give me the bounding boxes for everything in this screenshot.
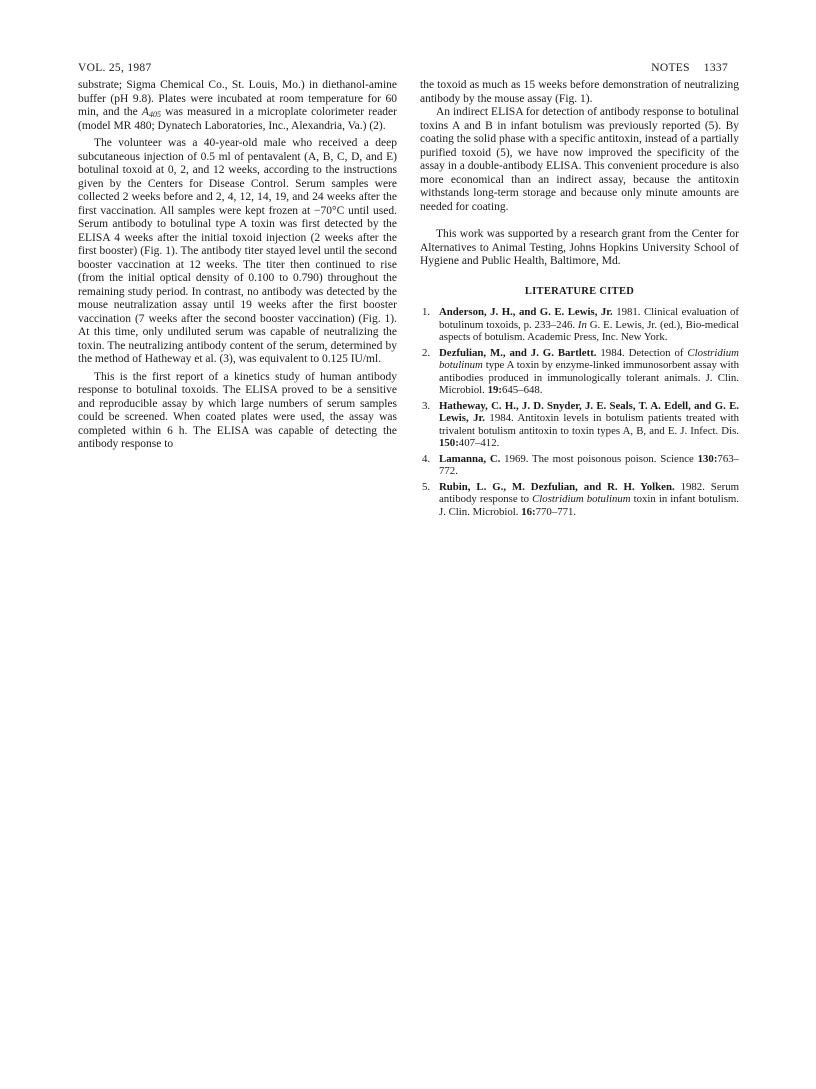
text-run: 1981. Clinical evaluation of botulinum toxoids, p. 233–246. [439, 306, 739, 331]
running-header-volume: VOL. 25, 1987 [78, 62, 152, 74]
text-run: toxin in infant botulism. J. Clin. Microbiol. [439, 493, 739, 518]
reference-number: 3. [422, 399, 431, 412]
text-run: 1984. Antitoxin levels in botulism patients treated with trivalent botulism antitoxin to toxin types A, B, and E. J. Infect. Dis. [439, 412, 739, 437]
paragraph-methods-end [78, 79, 397, 133]
paragraph-indirect-elisa: An indirect ELISA for detection of antibody response to botulinal toxins A and B in infant botulism was previously reported (5). By coating the solid phase with a specific antitoxin, instead of a partially purified toxoid (5), we have now improved the specificity of the assay in a double-antibody ELISA. This convenient procedure is also more economical than an indirect assay, because the antitoxin withstands long-term storage and because only minute amounts are needed for coating. [420, 106, 739, 213]
paragraph-discussion: This is the first report of a kinetics study of human antibody response to botulinal toxoids. The ELISA proved to be a sensitive and reproducible assay by which large numbers of serum samples could be screened. When coated plates were used, the assay was completed within 6 h. The ELISA was capable of detecting the antibody response to [78, 370, 397, 450]
reference-volume: 16: [521, 505, 536, 518]
text-run: 770–771. [535, 505, 577, 518]
reference-item [420, 400, 739, 450]
reference-number: 1. [422, 306, 431, 318]
text-run: A [141, 106, 149, 118]
reference-volume: 19: [487, 384, 502, 396]
reference-authors: Dezfulian, M., and J. G. Bartlett. [439, 346, 597, 359]
paragraph-discussion-cont: the toxoid as much as 15 weeks before demonstration of neutralizing antibody by the mouse assay (Fig. 1). [420, 79, 739, 105]
reference-item [420, 481, 739, 519]
text-run: Clostridium botulinum [439, 346, 739, 371]
reference-authors: Anderson, J. H., and G. E. Lewis, Jr. [439, 306, 613, 318]
paragraph-volunteer: The volunteer was a 40-year-old male who received a deep subcutaneous injection of 0.5 ml of pentavalent (A, B, C, D, and E) botulinal toxoid at 0, 2, and 12 weeks, according to the instructions given by the Centers for Disease Control. Serum samples were collected 2 weeks before and 2, 4, 12, 14, 19, and 24 weeks after the first vaccination. All samples were kept frozen at −70°C until used. Serum antibody to botulinal type A toxin was first detected by the ELISA 4 weeks after the initial toxoid injection (2 weeks after the first booster) (Fig. 1). The antibody titer stayed level until the second booster vaccination at 12 weeks. The titer then continued to rise (from the initial optical density of 0.100 to 0.790) throughout the remaining study period. In contrast, no antibody was detected by the mouse neutralization assay until 19 weeks after the first booster vaccination (7 weeks after the second booster vaccination) (Fig. 1). At this time, only undiluted serum was capable of neutralizing the toxin. The neutralizing antibody content of the serum, determined by the method of Hatheway et al. (3), was equivalent to 0.125 IU/ml. [78, 137, 397, 365]
reference-list [420, 306, 739, 518]
running-header-section [651, 62, 728, 74]
text-run: type A toxin by enzyme-linked immunosorbent assay with antibodies produced in immunologically tolerant animals. J. Clin. Microbiol. [439, 359, 739, 396]
reference-number: 2. [422, 346, 431, 359]
acknowledgment: This work was supported by a research grant from the Center for Alternatives to Animal Testing, Johns Hopkins University School of Hygiene and Public Health, Baltimore, Md. [420, 228, 739, 267]
text-run: 405 [148, 110, 161, 119]
text-run: In [577, 318, 587, 331]
text-run: 645–648. [502, 384, 543, 396]
text-run: was measured in a microplate colorimeter reader (model MR 480; Dynatech Laboratories, Inc., Alexandria, Va.) (2). [78, 106, 397, 132]
reference-item [420, 347, 739, 397]
left-column [78, 79, 397, 452]
reference-item [420, 453, 739, 478]
reference-volume: 130: [697, 452, 718, 465]
text-run: 1982. Serum antibody response to [439, 480, 739, 505]
text-run: 1969. The most poisonous poison. Science [500, 452, 698, 465]
reference-item [420, 306, 739, 344]
text-run: 1984. Detection of [596, 346, 688, 359]
reference-authors: Hatheway, C. H., J. D. Snyder, J. E. Seals, T. A. Edell, and G. E. Lewis, Jr. [439, 399, 739, 424]
right-column [420, 79, 739, 521]
reference-number: 5. [422, 480, 431, 493]
reference-number: 4. [422, 452, 431, 465]
reference-authors: Rubin, L. G., M. Dezfulian, and R. H. Yolken. [439, 480, 675, 493]
text-run: 763–772. [439, 452, 740, 477]
reference-authors: Lamanna, C. [439, 452, 501, 465]
text-run: Clostridium botulinum [532, 493, 631, 505]
text-run: G. E. Lewis, Jr. (ed.), Bio-medical aspects of botulism. Academic Press, Inc. New York. [439, 318, 739, 343]
literature-cited-heading: LITERATURE CITED [524, 285, 635, 297]
text-run: substrate; Sigma Chemical Co., St. Louis, Mo.) in diethanol-amine buffer (pH 9.8). Plates were incubated at room temperature for 60 min, and the [78, 79, 397, 118]
section-label: NOTES [651, 62, 690, 74]
reference-volume: 150: [439, 437, 459, 449]
absorbance-symbol [142, 106, 161, 118]
text-run: 407–412. [458, 437, 500, 449]
page-number: 1337 [703, 62, 728, 74]
